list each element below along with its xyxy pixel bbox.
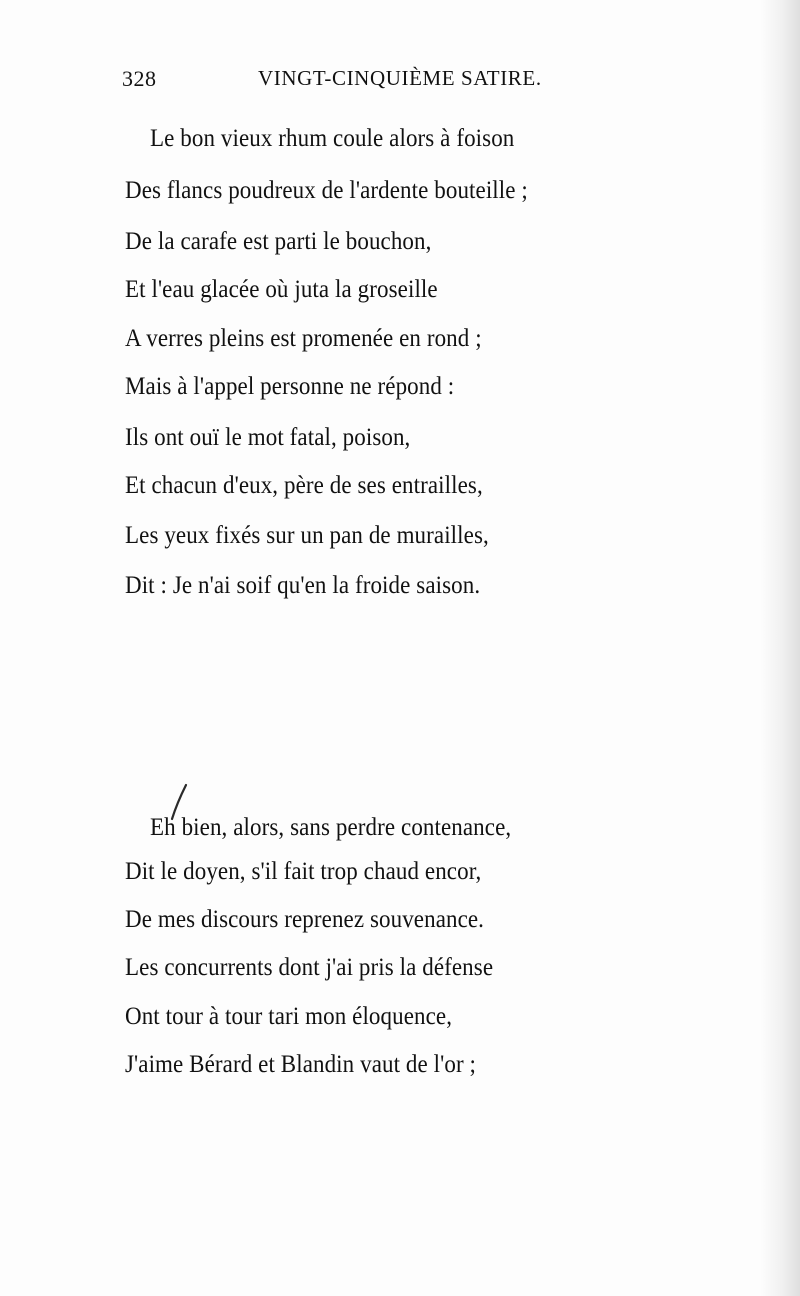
verse-line: Dit le doyen, s'il fait trop chaud encor, [125, 858, 482, 885]
verse-line: Ont tour à tour tari mon éloquence, [125, 1003, 453, 1030]
verse-line: Et chacun d'eux, père de ses entrailles, [125, 472, 483, 499]
verse-line: Des flancs poudreux de l'ardente bouteille ; [125, 177, 528, 204]
page-edge-shadow [760, 0, 800, 1296]
verse-line: Mais à l'appel personne ne répond : [125, 373, 455, 400]
verse-line: De la carafe est parti le bouchon, [125, 228, 432, 255]
verse-line: Dit : Je n'ai soif qu'en la froide saison. [125, 572, 481, 599]
verse-line: Et l'eau glacée où juta la groseille [125, 276, 438, 303]
verse-line: Le bon vieux rhum coule alors à foison [150, 125, 515, 152]
verse-line: J'aime Bérard et Blandin vaut de l'or ; [125, 1051, 477, 1078]
verse-line: A verres pleins est promenée en rond ; [125, 325, 482, 352]
verse-line: Ils ont ouï le mot fatal, poison, [125, 424, 411, 451]
page-number: 328 [122, 66, 157, 91]
verse-line: De mes discours reprenez souvenance. [125, 906, 485, 933]
verse-line: Les yeux fixés sur un pan de murailles, [125, 522, 489, 549]
verse-line: Les concurrents dont j'ai pris la défense [125, 954, 494, 981]
running-title: VINGT-CINQUIÈME SATIRE. [258, 66, 542, 90]
verse-line: Eh bien, alors, sans perdre contenance, [150, 814, 512, 841]
running-header [122, 66, 578, 98]
